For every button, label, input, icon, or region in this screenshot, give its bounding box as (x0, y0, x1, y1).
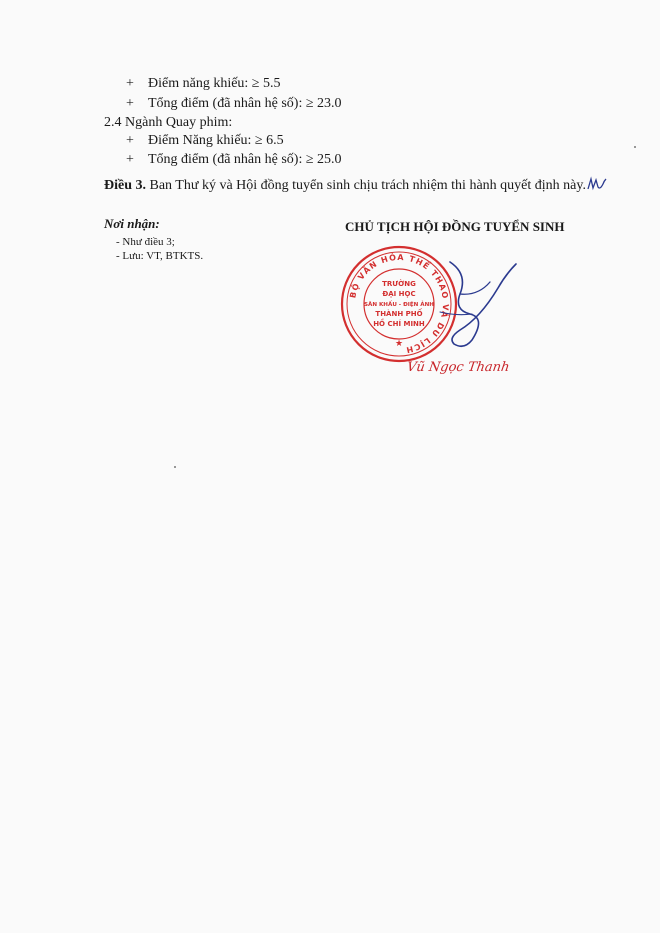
bullet: + (126, 152, 134, 167)
criterion-text: Tổng điểm (đã nhân hệ số): ≥ 23.0 (148, 96, 342, 111)
recipient-item: - Lưu: VT, BTKTS. (116, 250, 204, 262)
criterion-text: Điểm năng khiếu: ≥ 5.5 (148, 76, 281, 91)
criterion-line (126, 133, 284, 149)
seal-line: THÀNH PHỐ (375, 310, 423, 318)
criterion-text: Tổng điểm (đã nhân hệ số): ≥ 25.0 (148, 152, 342, 167)
criterion-line (126, 152, 342, 168)
article-label: Điều 3. (104, 178, 146, 193)
seal-line: HỒ CHÍ MINH (373, 320, 425, 328)
seal-outer-text: BỘ VĂN HÓA THỂ THAO VÀ DU LỊCH (348, 252, 451, 355)
seal-line: SÂN KHẤU - ĐIỆN ẢNH (363, 302, 435, 308)
criterion-text: Điểm Năng khiếu: ≥ 6.5 (148, 133, 284, 148)
section-title: 2.4 Ngành Quay phim: (104, 115, 233, 130)
article-3 (104, 176, 610, 195)
seal-line: TRƯỜNG (382, 280, 416, 288)
seal-star: ★ (394, 338, 404, 348)
recipient-item: - Như điều 3; (116, 236, 175, 248)
bullet: + (126, 133, 134, 148)
initials-mark (586, 176, 608, 192)
seal-line: ĐẠI HỌC (382, 290, 416, 298)
scan-speck (634, 146, 636, 148)
signer-name: Vũ Ngọc Thanh (405, 360, 511, 375)
article-text: Ban Thư ký và Hội đồng tuyển sinh chịu trách nhiệm thi hành quyết định này. (146, 178, 586, 193)
bullet: + (126, 76, 134, 91)
chair-title: CHỦ TỊCH HỘI ĐỒNG TUYỂN SINH (345, 219, 565, 234)
criterion-line (126, 96, 342, 112)
scan-speck (174, 466, 176, 468)
recipients-title: Nơi nhận: (104, 216, 160, 231)
bullet: + (126, 96, 134, 111)
criterion-line (126, 76, 281, 92)
handwritten-signature (420, 252, 530, 362)
